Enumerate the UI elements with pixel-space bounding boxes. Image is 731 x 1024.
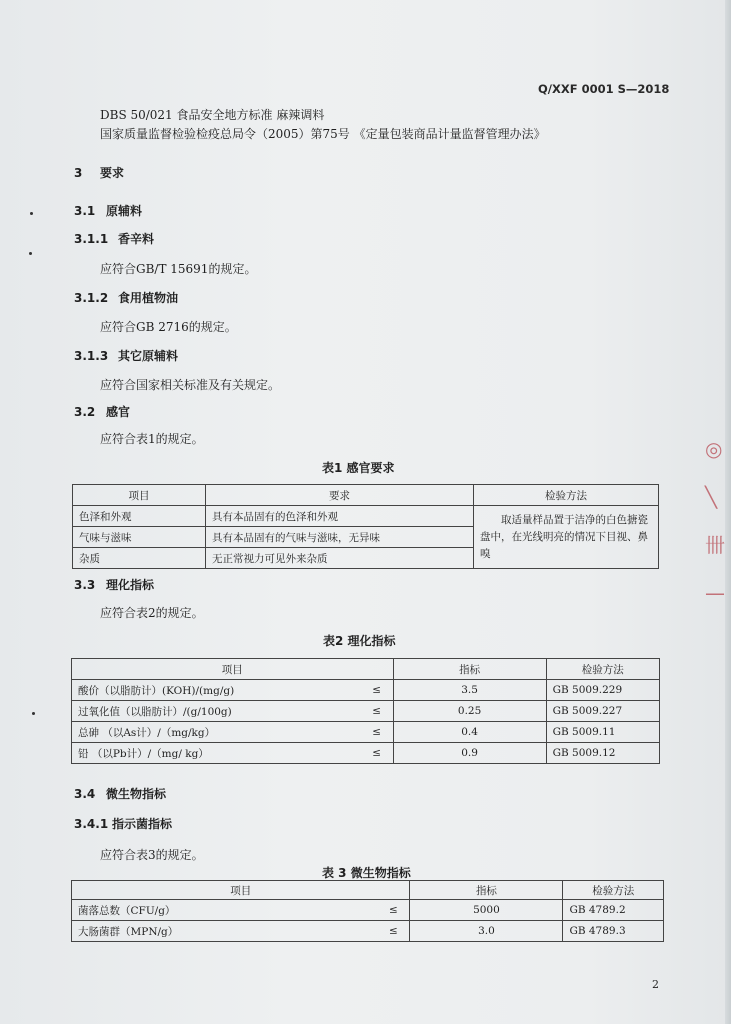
- stamp-glyph: ╲: [705, 485, 718, 509]
- table-row: [73, 506, 659, 527]
- table-row: [72, 743, 660, 764]
- section-title: 原辅料: [106, 204, 143, 218]
- table-cell-item: 酸价（以脂肪计）(KOH)/(mg/g): [72, 680, 361, 701]
- table-row: [72, 680, 660, 701]
- scan-speck: [29, 252, 32, 255]
- section-number: 3.1: [74, 204, 96, 218]
- scan-speck: [32, 712, 35, 715]
- table-cell-item: 气味与滋味: [73, 527, 206, 548]
- table-cell-value: 5000: [410, 900, 563, 921]
- section-number: 3.2: [74, 405, 96, 419]
- section-3-1-1-heading: [74, 230, 154, 247]
- section-3-1-3-text: 应符合国家相关标准及有关规定。: [100, 378, 281, 392]
- table-cell-operator: ≤: [361, 701, 394, 722]
- section-title: 指示菌指标: [112, 817, 173, 831]
- table1-method-cell: 取适量样品置于洁净的白色搪瓷盘中，在光线明亮的情况下目视、鼻嗅: [474, 506, 659, 569]
- table-cell-method: GB 4789.3: [563, 921, 664, 942]
- section-3-4-1-heading: [74, 815, 172, 832]
- section-number: 3.3: [74, 578, 96, 592]
- section-3-3-text: 应符合表2的规定。: [100, 606, 204, 620]
- section-3-4-heading: [74, 785, 166, 802]
- table3-header-index: 指标: [410, 881, 563, 900]
- page-number: 2: [652, 978, 659, 991]
- section-title: 感官: [106, 405, 131, 419]
- table-cell-operator: ≤: [361, 743, 394, 764]
- standard-code: Q/XXF 0001 S—2018: [538, 82, 670, 96]
- table-cell-item: 色泽和外观: [73, 506, 206, 527]
- section-3-1-3-heading: [74, 347, 178, 364]
- table2-header-method: 检验方法: [546, 659, 659, 680]
- table1-caption: 表1 感官要求: [322, 461, 395, 475]
- section-number: 3.4: [74, 787, 96, 801]
- table-cell-item: 铅 （以Pb计）/（mg/ kg）: [72, 743, 361, 764]
- table-cell-item: 过氧化值（以脂肪计）/(g/100g): [72, 701, 361, 722]
- table-cell-value: 3.0: [410, 921, 563, 942]
- table-row: [72, 722, 660, 743]
- table-cell-requirement: 无正常视力可见外来杂质: [206, 548, 474, 569]
- table1-sensory: [72, 484, 659, 569]
- reference-line-1: DBS 50/021 食品安全地方标准 麻辣调料: [100, 108, 325, 122]
- section-3-1-2-heading: [74, 289, 178, 306]
- section-title: 其它原辅料: [118, 349, 179, 363]
- table3-caption: 表 3 微生物指标: [322, 866, 411, 880]
- section-title: 理化指标: [106, 578, 155, 592]
- table2-physicochemical: [71, 658, 660, 764]
- table-cell-requirement: 具有本品固有的色泽和外观: [206, 506, 474, 527]
- section-3-1-1-text: 应符合GB/T 15691的规定。: [100, 262, 257, 276]
- table-cell-operator: ≤: [377, 900, 410, 921]
- table-cell-item: 杂质: [73, 548, 206, 569]
- table-cell-item: 菌落总数（CFU/g）: [72, 900, 378, 921]
- table-cell-value: 3.5: [393, 680, 546, 701]
- section-3-heading: [74, 164, 124, 181]
- table-row: [72, 900, 664, 921]
- table1-header-requirement: 要求: [206, 485, 474, 506]
- table-cell-value: 0.25: [393, 701, 546, 722]
- table-cell-value: 0.4: [393, 722, 546, 743]
- table-cell-requirement: 具有本品固有的气味与滋味，无异味: [206, 527, 474, 548]
- table3-microbiological: [71, 880, 664, 942]
- stamp-glyph: —: [705, 581, 725, 605]
- section-3-1-heading: [74, 202, 142, 219]
- red-seal-stamp: [705, 425, 731, 605]
- table-row: [72, 701, 660, 722]
- table3-header-item: 项目: [72, 881, 410, 900]
- table2-header-item: 项目: [72, 659, 394, 680]
- section-title: 食用植物油: [118, 291, 179, 305]
- table-cell-value: 0.9: [393, 743, 546, 764]
- section-title: 香辛料: [118, 232, 155, 246]
- section-3-3-heading: [74, 576, 154, 593]
- table-cell-method: GB 5009.11: [546, 722, 659, 743]
- table-row: [72, 921, 664, 942]
- section-title: 微生物指标: [106, 787, 167, 801]
- table2-caption: 表2 理化指标: [323, 634, 396, 648]
- table-cell-operator: ≤: [361, 722, 394, 743]
- section-3-4-1-text: 应符合表3的规定。: [100, 848, 204, 862]
- table-cell-operator: ≤: [377, 921, 410, 942]
- section-number: 3.4.1: [74, 817, 109, 831]
- table2-header-index: 指标: [393, 659, 546, 680]
- table-cell-operator: ≤: [361, 680, 394, 701]
- table1-header-method: 检验方法: [474, 485, 659, 506]
- reference-line-2: 国家质量监督检验检疫总局令（2005）第75号 《定量包装商品计量监督管理办法》: [100, 127, 546, 141]
- table-cell-method: GB 5009.229: [546, 680, 659, 701]
- table3-header-method: 检验方法: [563, 881, 664, 900]
- table-cell-method: GB 4789.2: [563, 900, 664, 921]
- table-cell-item: 大肠菌群（MPN/g）: [72, 921, 378, 942]
- section-title: 要求: [100, 166, 125, 180]
- stamp-glyph: ◎: [705, 437, 723, 461]
- section-number: 3.1.2: [74, 291, 109, 305]
- table-cell-method: GB 5009.12: [546, 743, 659, 764]
- table1-header-item: 项目: [73, 485, 206, 506]
- section-3-2-text: 应符合表1的规定。: [100, 432, 204, 446]
- table-cell-item: 总砷 （以As计）/（mg/kg）: [72, 722, 361, 743]
- section-3-2-heading: [74, 403, 130, 420]
- scan-speck: [30, 212, 33, 215]
- section-number: 3: [74, 166, 83, 180]
- stamp-glyph: 卌: [705, 533, 725, 557]
- section-number: 3.1.3: [74, 349, 109, 363]
- section-number: 3.1.1: [74, 232, 109, 246]
- table-cell-method: GB 5009.227: [546, 701, 659, 722]
- section-3-1-2-text: 应符合GB 2716的规定。: [100, 320, 237, 334]
